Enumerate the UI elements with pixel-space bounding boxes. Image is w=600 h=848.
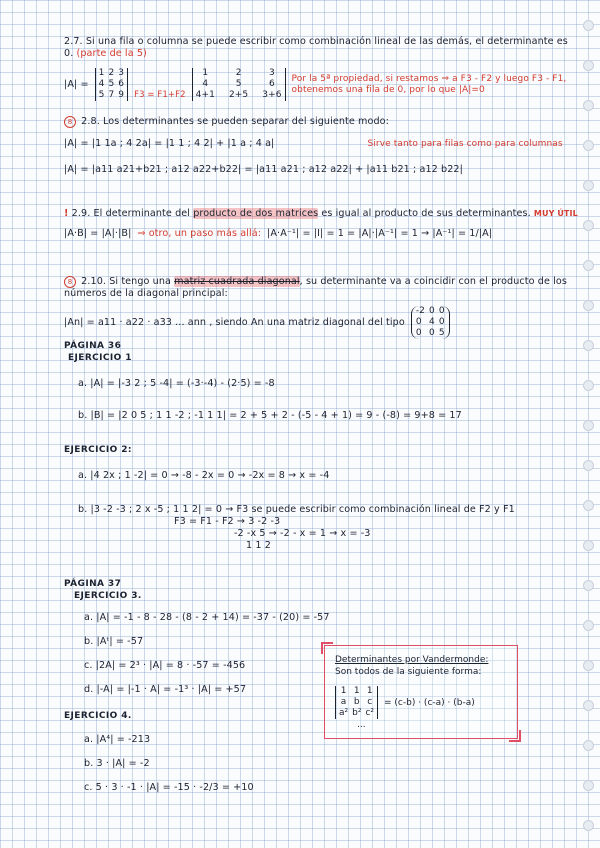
ex3-a: a. |A| = -1 - 8 - 28 - (8 - 2 + 14) = -37 - (20) = -57: [84, 612, 330, 623]
ex2-b-step-2: -2 -x 5 → -2 - x = 1 → x = -3: [234, 528, 371, 539]
exercise-3-heading: EJERCICIO 3.: [74, 591, 142, 601]
row-operation-note: F3 = F1+F2: [134, 90, 186, 100]
page-37-section: [64, 578, 330, 794]
ex4-a: a. |A⁴| = -213: [84, 734, 151, 745]
product-formula: |A·B| = |A|·|B|: [64, 228, 132, 239]
ex4-b: b. 3 · |A| = -2: [84, 758, 150, 769]
ex2-a: a. |4 2x ; 1 -2| = 0 → -8 - 2x = 0 → -2x = 8 → x = -4: [78, 470, 330, 481]
section-2-7-title: 2.7. Si una fila o columna se puede escribir como combinación lineal de las demás, el determinante es 0.: [64, 36, 568, 59]
circled-mark: 8: [64, 116, 76, 128]
vandermonde-matrix: 1 1 1 a b c a² b² c²: [335, 686, 378, 719]
page-36-heading: PÁGINA 36: [64, 341, 122, 351]
very-useful-tag: MUY ÚTIL: [533, 209, 578, 218]
diagonal-matrix: -2 0 0 0 4 0 0 0 5: [411, 306, 450, 339]
split-example-2: |A| = |a11 a21+b21 ; a12 a22+b22| = |a11 a21 ; a12 a22| + |a11 b21 ; a12 b22|: [64, 164, 463, 175]
ex2-b-step-3: 1 1 2: [246, 540, 271, 551]
vandermonde-dots: ...: [357, 720, 366, 730]
section-2-9: ! 2.9. El determinante del producto de dos matrices es igual al producto de sus determinantes. MUY ÚTIL |A·B| = |A|·|B| ⇒ otro, un paso más allá: |A·A⁻¹| = |I| = 1 = |A|·|A⁻¹| = 1 → |A⁻¹| = 1/|A|: [64, 208, 578, 239]
vandermonde-subtitle: Son todos de la siguiente forma:: [335, 667, 482, 677]
ex1-a: a. |A| = |-3 2 ; 5 -4| = (-3·-4) - (2·5) = -8: [78, 378, 275, 389]
vandermonde-box: [324, 645, 518, 739]
page-36-section: [64, 340, 580, 552]
ex3-b: b. |Aᵗ| = -57: [84, 636, 144, 647]
inverse-chain: |A·A⁻¹| = |I| = 1 = |A|·|A⁻¹| = 1 → |A⁻¹| = 1/|A|: [267, 228, 493, 239]
alert-mark: !: [64, 208, 69, 219]
matrix-a: 1 2 3 4 5 6 5 7 9: [95, 68, 128, 101]
ex4-c: c. 5 · 3 · -1 · |A| = -15 · -2/3 = +10: [84, 782, 254, 793]
exercise-4-heading: EJERCICIO 4.: [64, 711, 132, 721]
section-2-7-ref: (parte de la 5): [76, 48, 147, 59]
ex2-b-step-1: F3 = F1 - F2 → 3 -2 -3: [174, 516, 281, 527]
det-label: |A| =: [64, 78, 89, 90]
ex1-b: b. |B| = |2 0 5 ; 1 1 -2 ; -1 1 1| = 2 + 5 + 2 - (-5 - 4 + 1) = 9 - (-8) = 9+8 = 17: [78, 410, 462, 421]
section-2-10: 8 2.10. Si tengo una matriz cuadrada diagonal, su determinante va a coincidir con el producto de los números de la diagonal principal: |An| = a11 · a22 · a33 ... ann , siendo An una matriz diagonal del tipo -2 0 0 0 4 0 0 0 5: [64, 276, 567, 338]
ex3-d: d. |-A| = |-1 · A| = -1³ · |A| = +57: [84, 684, 247, 695]
split-example-1: |A| = |1 1a ; 4 2a| = |1 1 ; 4 2| + |1 a ; 4 a|: [64, 138, 275, 149]
section-2-8-title: 2.8. Los determinantes se pueden separar del siguiente modo:: [81, 116, 389, 127]
section-2-7: [64, 36, 580, 101]
diagonal-formula: |An| = a11 · a22 · a33 ... ann , siendo An una matriz diagonal del tipo: [64, 316, 405, 328]
vandermonde-title: Determinantes por Vandermonde:: [335, 655, 489, 665]
highlight-diagonal: matriz cuadrada diagonal: [174, 276, 300, 287]
vandermonde-result: = (c-b) · (c-a) · (b-a): [384, 697, 475, 708]
next-step-note: ⇒ otro, un paso más allá:: [137, 228, 262, 239]
rows-columns-note: Sirve tanto para filas como para columnas: [367, 139, 563, 149]
highlight-product: producto de dos matrices: [193, 208, 319, 219]
page-37-heading: PÁGINA 37: [64, 579, 122, 589]
exercise-1-heading: EJERCICIO 1: [68, 353, 132, 363]
binder-holes: [582, 0, 594, 848]
ex2-b: b. |3 -2 -3 ; 2 x -5 ; 1 1 2| = 0 → F3 se puede escribir como combinación lineal de F2 y F1: [78, 504, 515, 515]
property-explanation: Por la 5ª propiedad, si restamos ⇒ a F3 - F2 y luego F3 - F1, obtenemos una fila de 0, por lo que |A|=0: [291, 73, 567, 95]
ex3-c: c. |2A| = 2³ · |A| = 8 · -57 = -456: [84, 660, 246, 671]
matrix-a-expanded: 1 2 3 4 5 6 4+1 2+5 3+6: [192, 68, 286, 101]
section-2-8: [64, 116, 580, 176]
exercise-2-heading: EJERCICIO 2:: [64, 445, 132, 455]
